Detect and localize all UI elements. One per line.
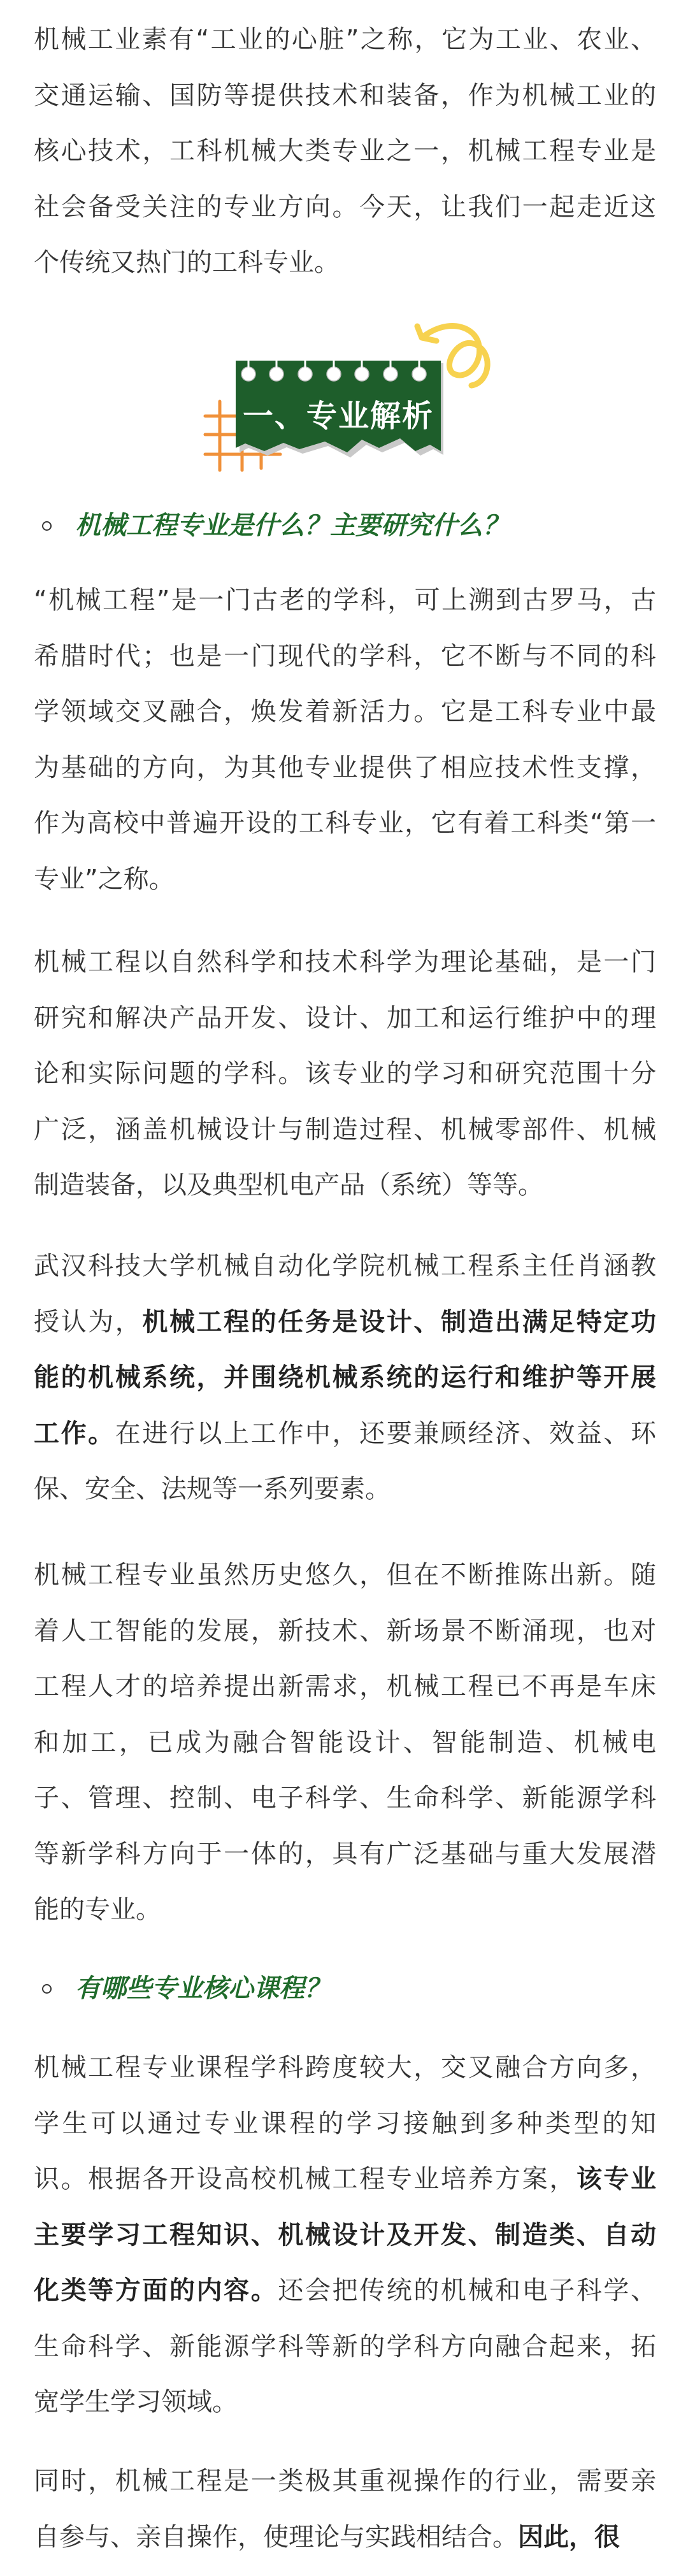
text-run: 识。根据各开设高校机械工程专业培养方案，: [34, 2164, 577, 2194]
circle-bullet-icon: [42, 1984, 52, 1994]
text-line: [34, 2040, 656, 2096]
text-run: 等新学科方向于一体的，具有广泛基础与重大发展潜: [34, 1839, 656, 1869]
text-line: [34, 1046, 656, 1102]
text-line: [34, 1548, 656, 1604]
text-run: 交通运输、国防等提供技术和装备，作为机械工业的: [34, 80, 656, 110]
text-run: 机械工程以自然科学和技术科学为理论基础，是一门: [34, 947, 656, 977]
text-line: [34, 796, 656, 852]
paragraph-practice: [34, 2454, 656, 2565]
text-line: [34, 180, 656, 236]
paragraph-expert-view: [34, 1239, 656, 1518]
text-run: 同时，机械工程是一类极其重视操作的行业，需要亲: [34, 2466, 656, 2496]
paragraph-foundation: [34, 935, 656, 1214]
text-line: [34, 235, 656, 291]
intro-paragraph: [34, 12, 656, 291]
text-line: [34, 1882, 656, 1938]
text-run: 能的专业。: [34, 1895, 161, 1924]
text-line: [34, 1102, 656, 1158]
text-line: [34, 2152, 656, 2208]
text-run: 研究和解决产品开发、设计、加工和运行维护中的理: [34, 1003, 656, 1033]
text-line: [34, 684, 656, 740]
text-line: [34, 2319, 656, 2375]
text-run: 学生可以通过专业课程的学习接触到多种类型的知: [34, 2108, 656, 2138]
subheading-core-courses: [0, 1961, 688, 2017]
subheading-what-is: [0, 498, 688, 554]
bold-text: 因此，很: [518, 2522, 620, 2552]
text-line: [34, 68, 656, 124]
text-run: 着人工智能的发展，新技术、新场景不断涌现，也对: [34, 1616, 656, 1646]
text-run: 作为高校中普遍开设的工科专业，它有着工科类“第一: [34, 809, 656, 838]
text-run: 广泛，涵盖机械设计与制造过程、机械零部件、机械: [34, 1114, 656, 1144]
text-line: [34, 2263, 656, 2319]
text-line: [34, 991, 656, 1047]
text-run: 授认为，: [34, 1307, 143, 1337]
text-line: [34, 1158, 656, 1214]
text-line: [34, 629, 656, 685]
text-run: 学领域交叉融合，焕发着新活力。它是工科专业中最: [34, 697, 656, 726]
text-line: [34, 935, 656, 991]
text-run: 还会把传统的机械和电子科学、: [278, 2276, 656, 2305]
text-run: 制造装备，以及典型机电产品（系统）等等。: [34, 1170, 543, 1200]
bold-text: 机械工程的任务是设计、制造出满足特定功: [142, 1307, 656, 1337]
paragraph-definition: [34, 573, 656, 907]
text-run: 宽学生学习领域。: [34, 2387, 238, 2417]
text-line: [34, 1715, 656, 1771]
text-run: 子、管理、控制、电子科学、生命科学、新能源学科: [34, 1783, 656, 1813]
text-line: [34, 2375, 656, 2431]
text-line: [34, 1350, 656, 1406]
bold-text: 工作。: [34, 1418, 115, 1448]
text-line: [34, 2454, 656, 2510]
bold-text: 该专业: [576, 2164, 656, 2194]
text-line: [34, 124, 656, 180]
paragraph-innovation: [34, 1548, 656, 1938]
bold-text: 化类等方面的内容。: [34, 2276, 278, 2305]
text-run: “机械工程”是一门古老的学科，可上溯到古罗马，古: [34, 586, 656, 615]
section-title: 一、专业解析: [242, 398, 434, 434]
text-run: 生命科学、新能源学科等新的学科方向融合起来，拓: [34, 2331, 656, 2361]
text-line: [34, 1604, 656, 1660]
text-run: 为基础的方向，为其他专业提供了相应技术性支撑，: [34, 752, 656, 782]
text-run: 核心技术，工科机械大类专业之一，机械工程专业是: [34, 136, 656, 166]
text-run: 自参与、亲自操作，使理论与实践相结合。: [34, 2522, 518, 2552]
text-run: 机械工业素有“工业的心脏”之称，它为工业、农业、: [34, 25, 656, 54]
text-line: [34, 2510, 656, 2566]
text-run: 社会备受关注的专业方向。今天，让我们一起走近这: [34, 192, 656, 222]
text-line: [34, 1827, 656, 1883]
text-run: 保、安全、法规等一系列要素。: [34, 1474, 391, 1504]
text-line: [34, 1406, 656, 1462]
bold-text: 能的机械系统，并围绕机械系统的运行和维护等开展: [34, 1363, 656, 1392]
text-line: [34, 2096, 656, 2152]
section-banner: [191, 312, 510, 478]
text-line: [34, 1659, 656, 1715]
paragraph-courses: [34, 2040, 656, 2431]
bold-text: 主要学习工程知识、机械设计及开发、制造类、自动: [34, 2220, 656, 2250]
text-run: 机械工程专业虽然历史悠久，但在不断推陈出新。随: [34, 1560, 656, 1590]
text-line: [34, 2208, 656, 2264]
subheading-text: 机械工程专业是什么？主要研究什么？: [75, 511, 508, 540]
text-run: 在进行以上工作中，还要兼顾经济、效益、环: [115, 1418, 656, 1448]
text-line: [34, 1295, 656, 1351]
text-line: [34, 1462, 656, 1518]
text-line: [34, 12, 656, 68]
text-line: [34, 852, 656, 908]
subheading-text: 有哪些专业核心课程？: [75, 1974, 330, 2003]
text-run: 武汉科技大学机械自动化学院机械工程系主任肖涵教: [34, 1251, 656, 1281]
text-run: 机械工程专业课程学科跨度较大，交叉融合方向多，: [34, 2053, 656, 2082]
text-run: 和加工，已成为融合智能设计、智能制造、机械电: [34, 1727, 656, 1757]
text-line: [34, 573, 656, 629]
circle-bullet-icon: [42, 521, 52, 531]
text-run: 专业”之称。: [34, 864, 175, 894]
text-line: [34, 1239, 656, 1295]
text-run: 论和实际问题的学科。该专业的学习和研究范围十分: [34, 1059, 656, 1088]
text-run: 工程人才的培养提出新需求，机械工程已不再是车床: [34, 1672, 656, 1701]
text-run: 希腊时代；也是一门现代的学科，它不断与不同的科: [34, 641, 656, 671]
text-line: [34, 740, 656, 796]
text-line: [34, 1771, 656, 1827]
text-run: 个传统又热门的工科专业。: [34, 248, 340, 277]
